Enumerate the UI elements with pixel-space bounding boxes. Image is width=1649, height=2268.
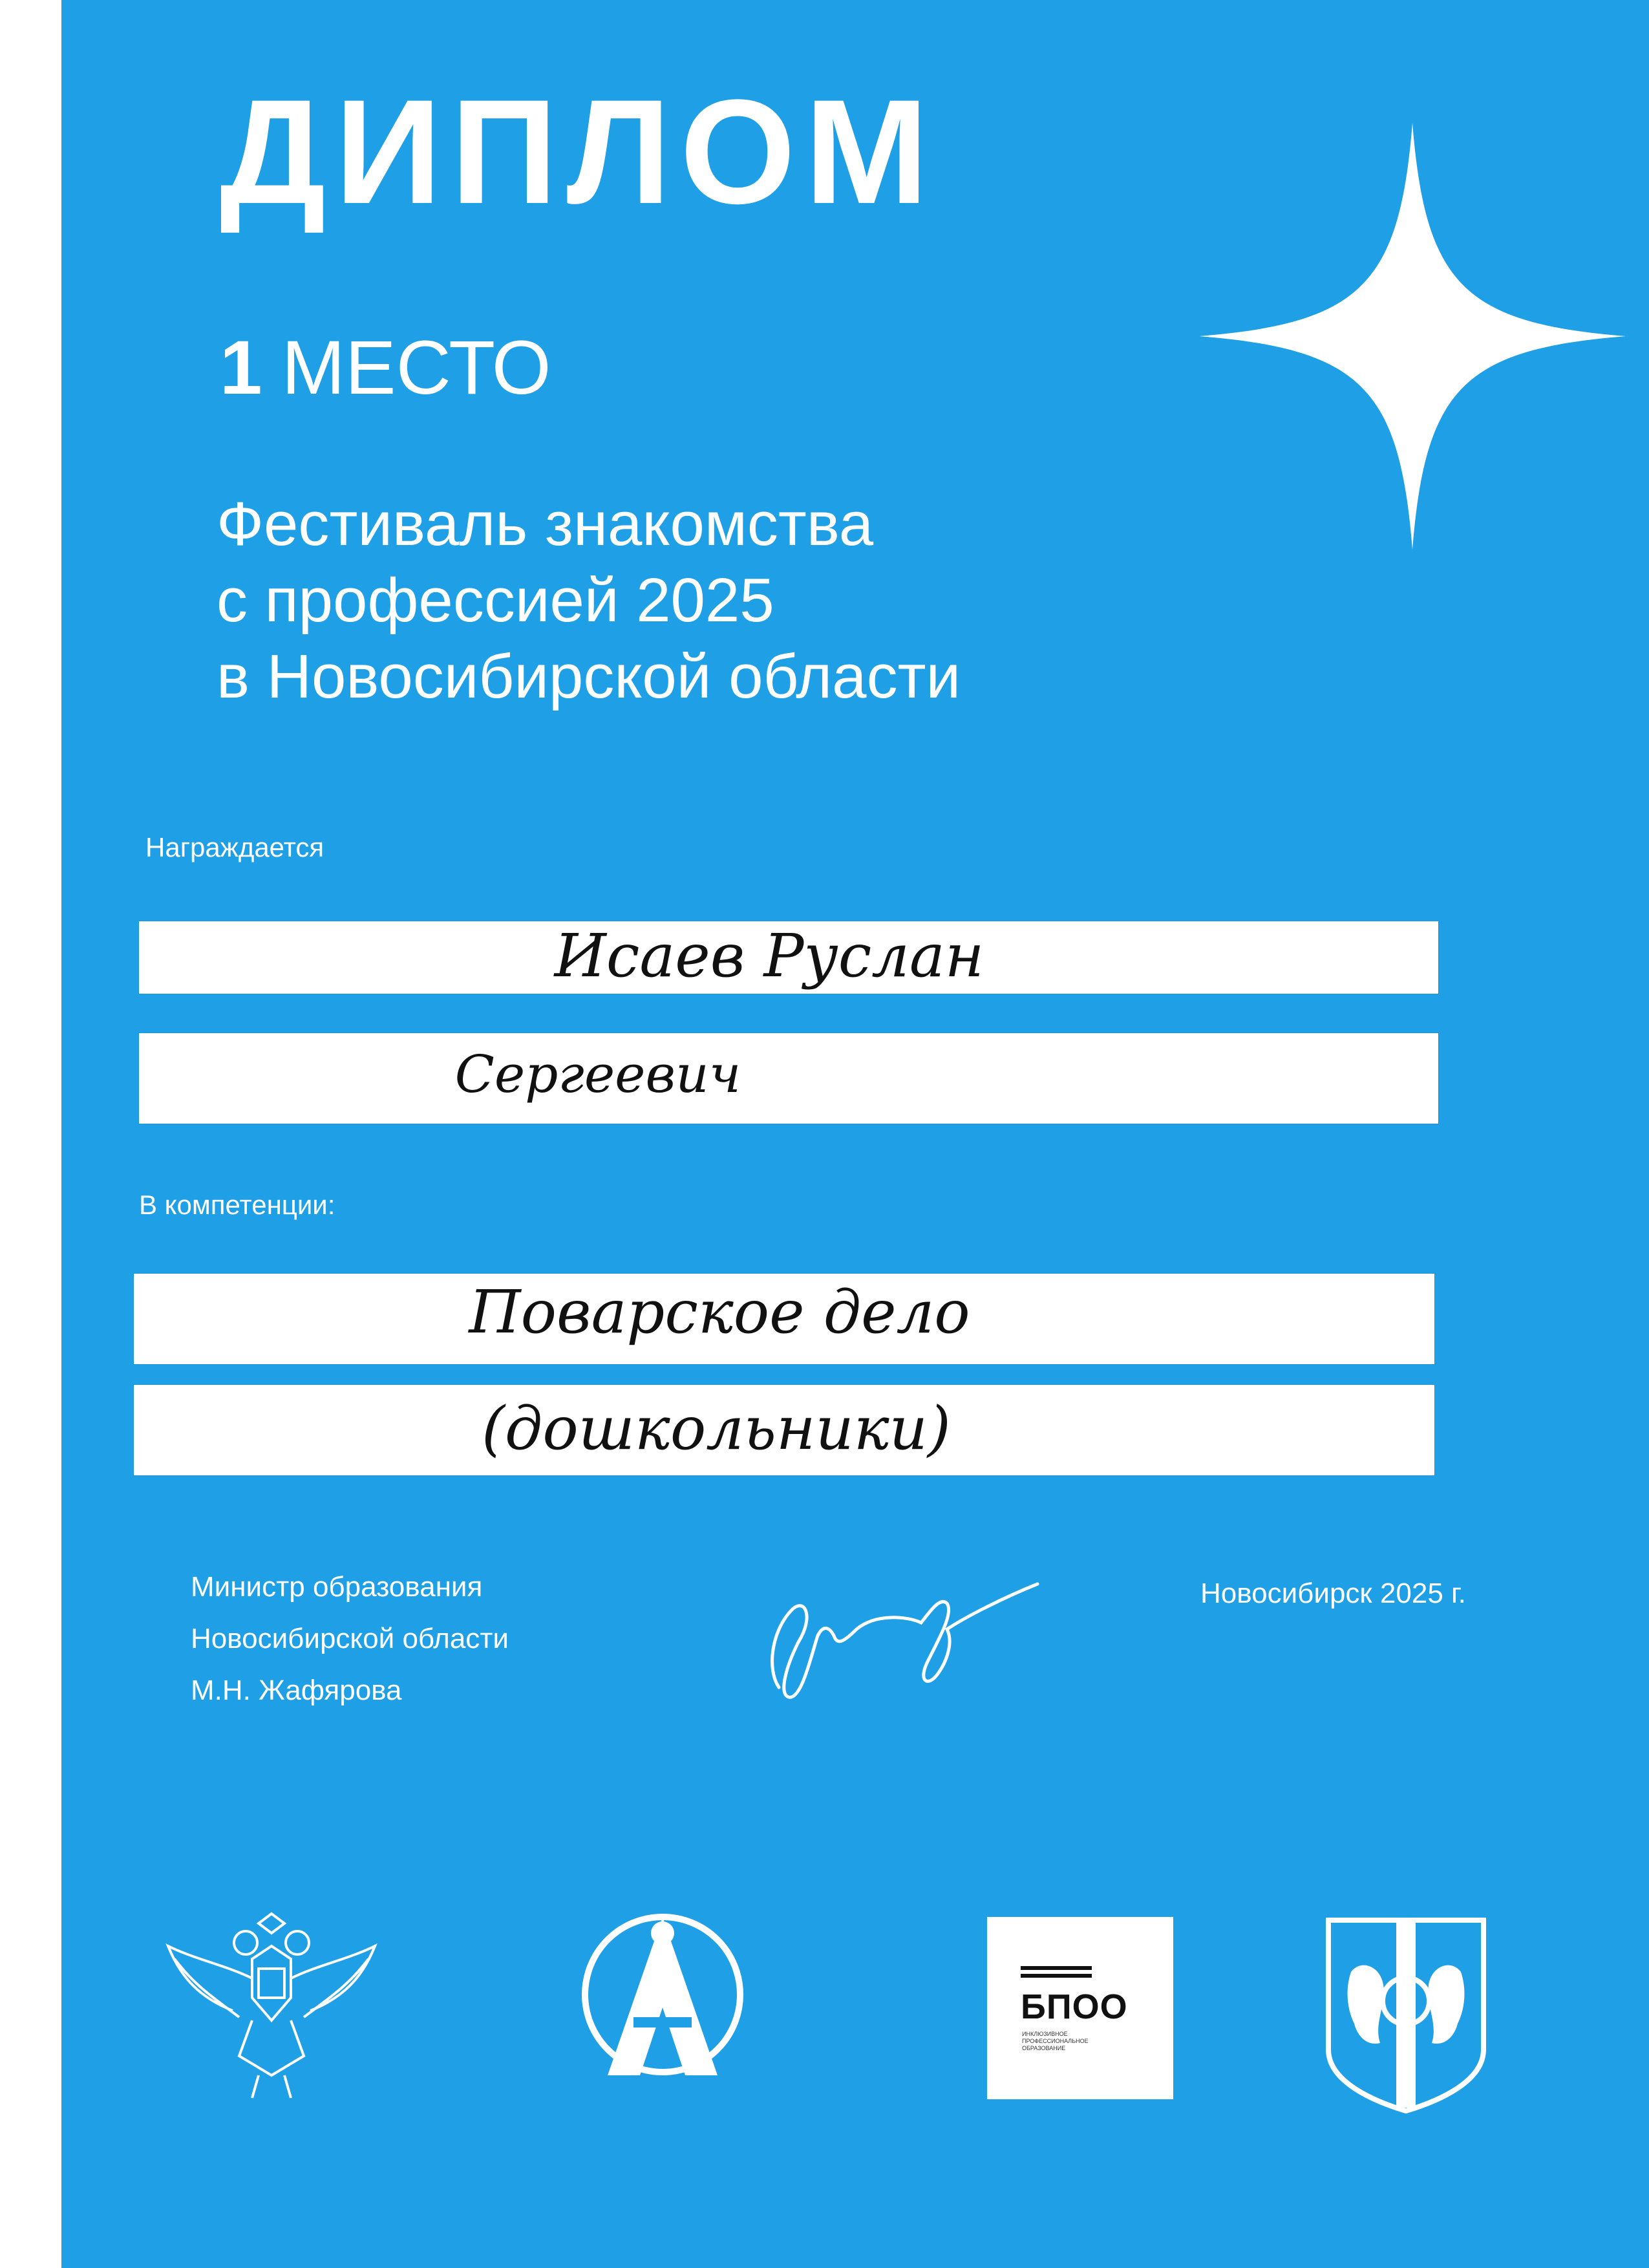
event-line-2: с профессией 2025 xyxy=(217,566,774,635)
awarded-label: Награждается xyxy=(145,832,324,862)
bpoo-name: БПОО xyxy=(1021,1987,1128,2026)
competence-field-2 xyxy=(134,1385,1434,1475)
bpoo-sub-line-3: ОБРАЗОВАНИЕ xyxy=(1022,2045,1066,2051)
competence-label: В компетенции: xyxy=(139,1190,335,1220)
bpoo-sub-line-2: ПРОФЕССИОНАЛЬНОЕ xyxy=(1022,2038,1089,2044)
competence-name: Поварское дело xyxy=(469,1278,970,1347)
bpoo-sub-line-1: ИНКЛЮЗИВНОЕ xyxy=(1022,2031,1068,2037)
festival-emblem-icon xyxy=(579,1898,747,2091)
signer-line-3: М.Н. Жафярова xyxy=(191,1674,402,1706)
coat-of-arms-russia-icon xyxy=(155,1907,388,2101)
diploma-sheet xyxy=(61,0,1649,2268)
event-title xyxy=(217,486,961,715)
bpoo-subtitle xyxy=(1022,2031,1138,2052)
star-icon xyxy=(1199,123,1626,550)
bpoo-bars xyxy=(1021,1966,1092,1982)
novosibirsk-coat-of-arms-icon xyxy=(1322,1914,1490,2114)
competence-detail: (дошкольники) xyxy=(482,1394,951,1463)
place-word: МЕСТО xyxy=(281,325,551,411)
bpoo-logo-icon xyxy=(987,1917,1173,2099)
event-line-3: в Новосибирской области xyxy=(217,642,961,711)
recipient-name: Исаев Руслан xyxy=(554,921,984,990)
place-heading xyxy=(220,325,551,411)
recipient-patronymic: Сергеевич xyxy=(454,1044,741,1104)
signature xyxy=(753,1558,1050,1720)
recipient-field-1 xyxy=(139,921,1438,994)
signer-line-1: Министр образования xyxy=(191,1571,483,1603)
place-number: 1 xyxy=(220,325,262,411)
event-line-1: Фестиваль знакомства xyxy=(217,489,874,559)
signer-line-2: Новосибирской области xyxy=(191,1623,509,1654)
city-year: Новосибирск 2025 г. xyxy=(1200,1578,1466,1609)
competence-field-1 xyxy=(134,1274,1434,1364)
diploma-title: ДИПЛОМ xyxy=(220,69,938,235)
recipient-field-2 xyxy=(139,1033,1438,1124)
signer-block xyxy=(191,1561,509,1717)
